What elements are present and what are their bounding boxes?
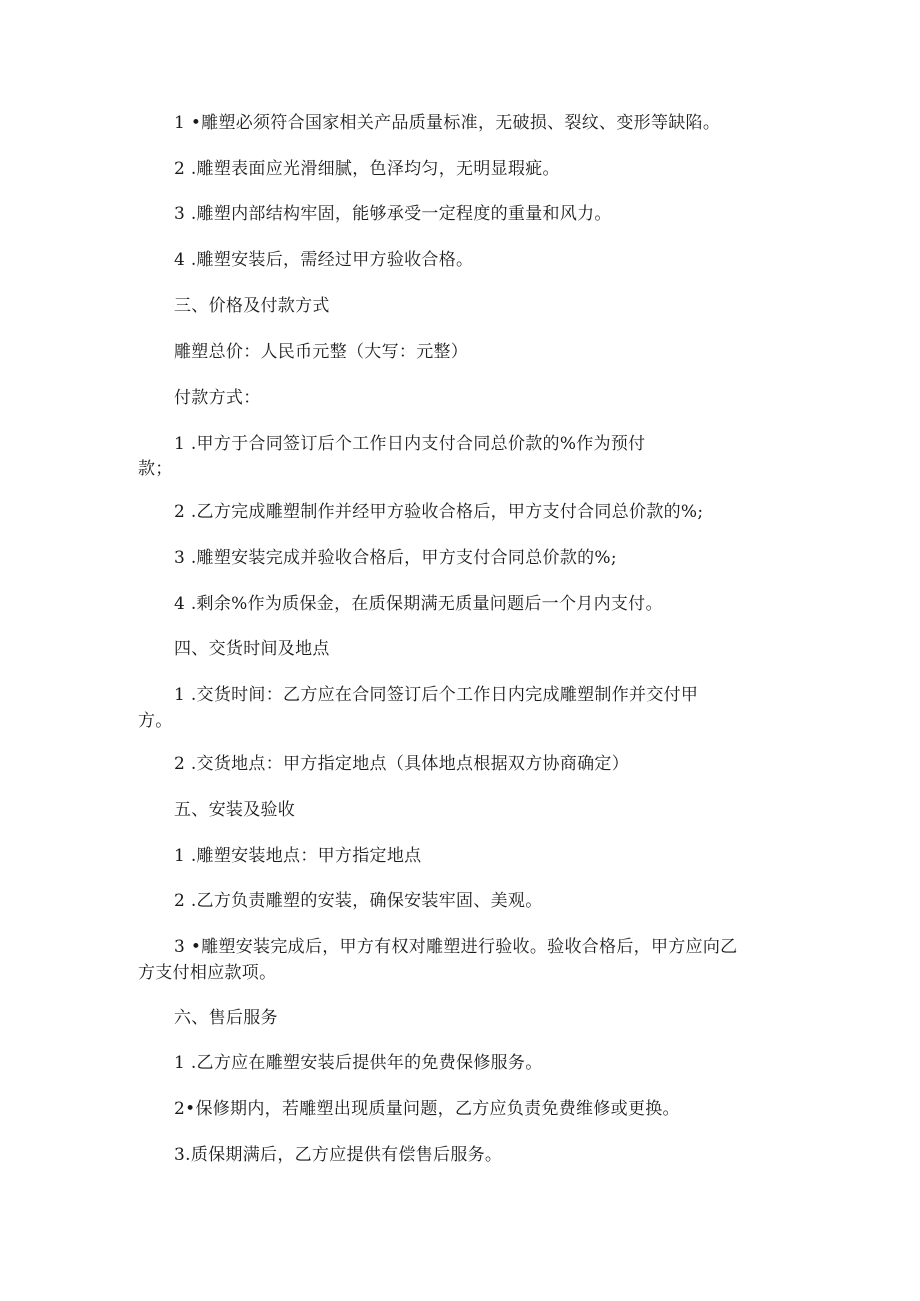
delivery-location-clause: 2 .交货地点：甲方指定地点（具体地点根据双方协商确定）: [174, 754, 630, 774]
sculpture-structure-clause: 3 .雕塑内部结构牢固，能够承受一定程度的重量和风力。: [174, 204, 612, 224]
after-sales-paid-service-clause: 3.质保期满后，乙方应提供有偿售后服务。: [174, 1145, 503, 1165]
section-heading-delivery: 四、交货时间及地点: [174, 639, 330, 659]
payment-clause-4: 4 .剩余%作为质保金，在质保期满无质量问题后一个月内支付。: [174, 594, 663, 614]
installation-acceptance-clause-continuation: 方支付相应款项。: [138, 963, 277, 983]
after-sales-repair-clause: 2•保修期内，若雕塑出现质量问题，乙方应负责免费维修或更换。: [174, 1099, 680, 1119]
sculpture-quality-standard-clause: 1 •雕塑必须符合国家相关产品质量标准，无破损、裂纹、变形等缺陷。: [174, 113, 721, 133]
delivery-time-clause: 1 .交货时间：乙方应在合同签订后个工作日内完成雕塑制作并交付甲: [174, 685, 699, 705]
payment-clause-1: 1 .甲方于合同签订后个工作日内支付合同总价款的%作为预付: [174, 434, 646, 454]
installation-location-clause: 1 .雕塑安装地点：甲方指定地点: [174, 846, 422, 866]
payment-clause-2: 2 .乙方完成雕塑制作并经甲方验收合格后，甲方支付合同总价款的%;: [174, 502, 704, 522]
installation-acceptance-clause: 3 •雕塑安装完成后，甲方有权对雕塑进行验收。验收合格后，甲方应向乙: [174, 937, 738, 957]
installation-responsibility-clause: 2 .乙方负责雕塑的安装，确保安装牢固、美观。: [174, 891, 543, 911]
after-sales-warranty-clause: 1 .乙方应在雕塑安装后提供年的免费保修服务。: [174, 1053, 543, 1073]
section-heading-after-sales: 六、售后服务: [174, 1008, 278, 1028]
sculpture-surface-clause: 2 .雕塑表面应光滑细腻，色泽均匀，无明显瑕疵。: [174, 159, 560, 179]
section-heading-installation: 五、安装及验收: [174, 800, 296, 820]
section-heading-price-payment: 三、价格及付款方式: [174, 296, 330, 316]
delivery-time-clause-continuation: 方。: [138, 711, 173, 731]
payment-clause-1-continuation: 款；: [138, 459, 173, 479]
sculpture-acceptance-clause: 4 .雕塑安装后，需经过甲方验收合格。: [174, 250, 474, 270]
total-price-line: 雕塑总价：人民币元整（大写：元整）: [174, 342, 469, 362]
payment-clause-3: 3 .雕塑安装完成并验收合格后，甲方支付合同总价款的%;: [174, 548, 617, 568]
payment-method-label: 付款方式：: [174, 388, 261, 408]
